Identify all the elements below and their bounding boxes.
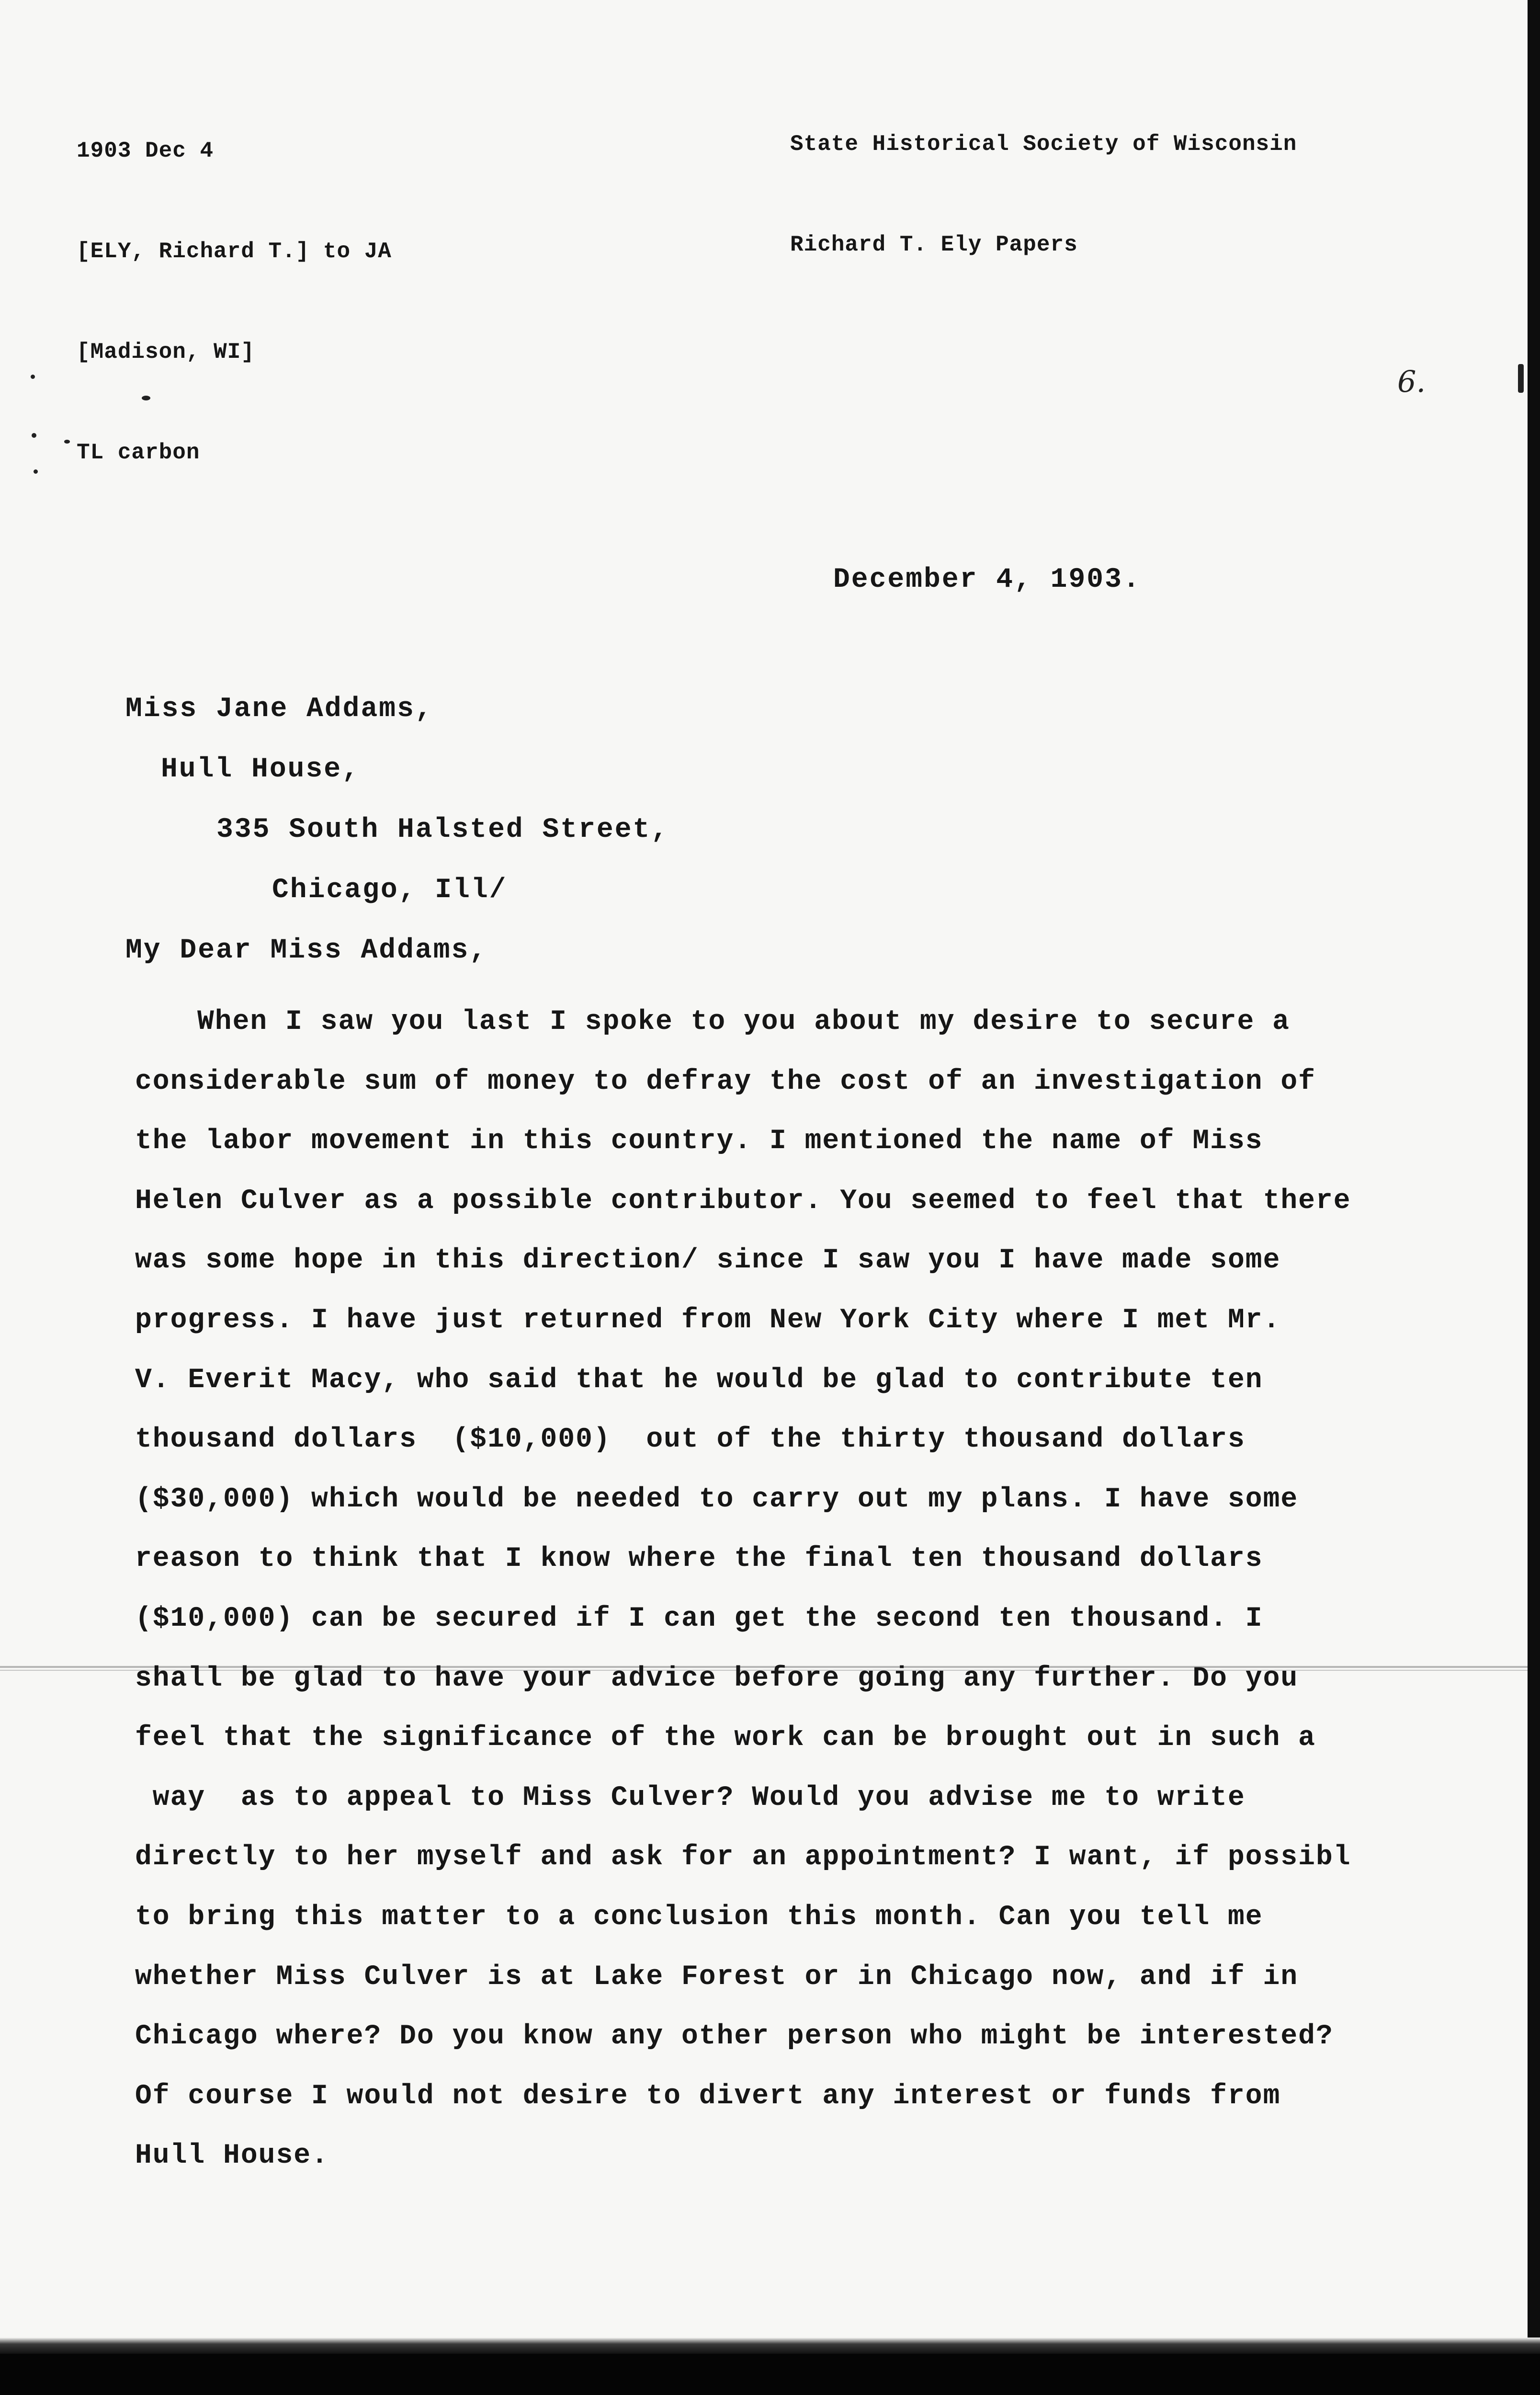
scan-speck [34, 469, 38, 474]
recipient-institution: Hull House, [161, 754, 360, 785]
salutation: My Dear Miss Addams, [125, 935, 488, 966]
scan-border-right [1528, 0, 1540, 2395]
scan-speck [1518, 364, 1524, 393]
scan-speck [32, 433, 36, 438]
body-line: to bring this matter to a conclusion this month. Can you tell me [135, 1901, 1263, 1933]
body-line: Helen Culver as a possible contributor. You seemed to feel that there [135, 1185, 1351, 1217]
body-line: Of course I would not desire to divert any interest or funds from [135, 2080, 1281, 2112]
body-line: considerable sum of money to defray the cost of an investigation of [135, 1066, 1316, 1097]
citation-place: [Madison, WI] [77, 340, 255, 365]
scan-border-shadow [0, 2338, 1540, 2354]
recipient-name: Miss Jane Addams, [125, 694, 433, 725]
body-line: was some hope in this direction/ since I saw you I have made some [135, 1245, 1281, 1277]
citation-correspondents: [ELY, Richard T.] to JA [77, 239, 392, 264]
recipient-city: Chicago, Ill/ [272, 875, 508, 906]
body-line: whether Miss Culver is at Lake Forest or in Chicago now, and if in [135, 1961, 1299, 1993]
citation-date: 1903 Dec 4 [77, 138, 214, 163]
body-line: reason to think that I know where the final ten thousand dollars [135, 1543, 1263, 1575]
scan-border-bottom [0, 2354, 1540, 2395]
body-line: progress. I have just returned from New York City where I met Mr. [135, 1304, 1281, 1336]
handwritten-page-number: 6. [1397, 364, 1426, 399]
body-line: the labor movement in this country. I mentioned the name of Miss [135, 1126, 1263, 1157]
recipient-street: 335 South Halsted Street, [216, 814, 669, 845]
body-line: feel that the significance of the work can be brought out in such a [135, 1722, 1316, 1754]
body-line: way as to appeal to Miss Culver? Would you advise me to write [135, 1782, 1246, 1813]
body-line: shall be glad to have your advice before going any further. Do you [135, 1663, 1299, 1694]
archive-repository [790, 60, 1297, 329]
body-line: When I saw you last I spoke to you about my desire to secure a [197, 1006, 1290, 1038]
letter-date: December 4, 1903. [833, 564, 1141, 595]
collection-name: Richard T. Ely Papers [790, 232, 1078, 257]
body-line: V. Everit Macy, who said that he would be glad to contribute ten [135, 1364, 1263, 1396]
scan-speck [64, 440, 70, 444]
citation-format: TL carbon [77, 440, 200, 465]
body-line: ($30,000) which would be needed to carry out my plans. I have some [135, 1483, 1299, 1515]
scan-speck [31, 375, 35, 379]
body-line: directly to her myself and ask for an appointment? I want, if possibl [135, 1842, 1351, 1873]
body-line: Hull House. [135, 2140, 329, 2172]
body-line: Chicago where? Do you know any other person who might be interested? [135, 2021, 1334, 2053]
repository-name: State Historical Society of Wisconsin [790, 132, 1297, 157]
letter-body [135, 992, 1519, 2186]
archive-citation [77, 67, 392, 536]
body-line: ($10,000) can be secured if I can get the second ten thousand. I [135, 1603, 1263, 1634]
body-line: thousand dollars ($10,000) out of the thirty thousand dollars [135, 1424, 1246, 1456]
